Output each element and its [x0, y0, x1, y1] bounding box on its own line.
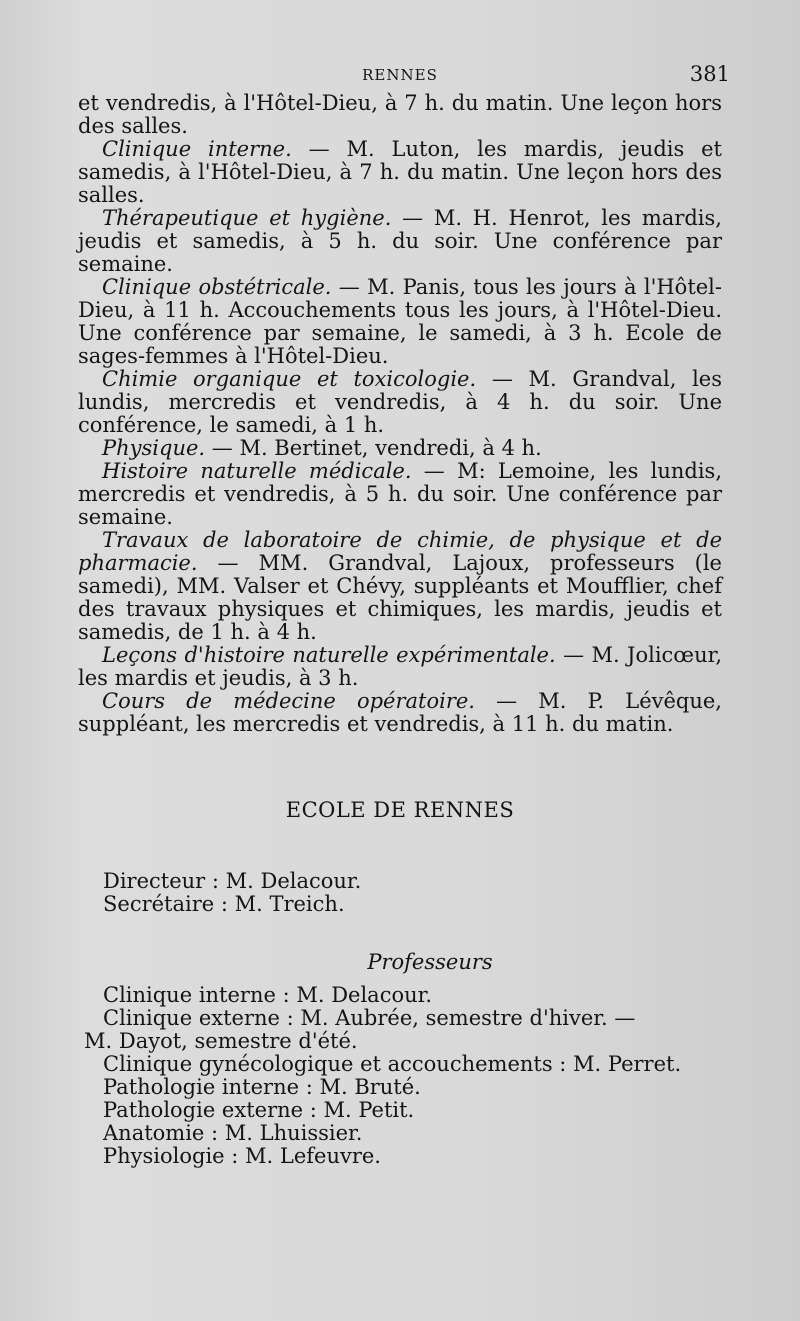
running-title: RENNES — [362, 66, 438, 84]
secretary-line: Secrétaire : M. Treich. — [103, 892, 345, 916]
course-name: Histoire naturelle médicale. — [102, 459, 412, 483]
course-name: Clinique obstétricale. — [102, 275, 332, 299]
course-paragraph — [78, 437, 722, 460]
course-details: — M. Grandval, les lundis, mercredis et vendredis, à 4 h. du soir. Une conférence, le samedi, à 1 h. — [78, 367, 722, 437]
professor-entry: Anatomie : M. Lhuissier. — [103, 1121, 363, 1145]
course-details: — M: Lemoine, les lundis, mercredis et vendredis, à 5 h. du soir. Une conférence par semaine. — [78, 459, 723, 529]
course-details: — M. Panis, tous les jours à l'Hôtel-Dieu, à 11 h. Accouchements tous les jours, à l'Hôtel-Dieu. Une conférence par semaine, le samedi, à 3 h. Ecole de sages-femmes à l'Hôtel-Dieu. — [78, 275, 722, 368]
course-name: Leçons d'histoire naturelle expérimentale. — [102, 643, 556, 667]
professor-entry-continuation: M. Dayot, semestre d'été. — [84, 1029, 358, 1053]
course-name: Clinique interne. — [102, 137, 292, 161]
course-name: Thérapeutique et hygiène. — [102, 206, 392, 230]
course-paragraph — [78, 690, 722, 736]
course-details: — MM. Grandval, Lajoux, professeurs (le samedi), MM. Valser et Chévy, suppléants et Moufflier, chef des travaux physiques et chimiques, les mardis, jeudis et samedis, de 1 h. à 4 h. — [78, 551, 722, 644]
professor-entry: Pathologie externe : M. Petit. — [103, 1098, 415, 1122]
professor-entry: Clinique interne : M. Delacour. — [103, 983, 433, 1007]
professor-entry: Clinique gynécologique et accouchements : M. Perret. — [103, 1052, 682, 1076]
course-paragraph — [78, 276, 722, 368]
course-name: Cours de médecine opératoire. — [102, 689, 475, 713]
school-title: ECOLE DE RENNES — [285, 798, 515, 822]
professors-list — [78, 984, 722, 1168]
course-details: — M. Bertinet, vendredi, à 4 h. — [205, 436, 542, 460]
director-line: Directeur : M. Delacour. — [103, 869, 362, 893]
course-paragraph — [78, 92, 722, 138]
course-details: — M. Luton, les mardis, jeudis et samedis, à l'Hôtel-Dieu, à 7 h. du matin. Une leçon hors des salles. — [78, 137, 722, 207]
running-head — [78, 62, 730, 92]
course-paragraph — [78, 644, 722, 690]
course-name: Travaux de laboratoire de chimie, de physique et de pharmacie. — [78, 528, 722, 575]
course-paragraph — [78, 529, 722, 644]
professor-entry: Physiologie : M. Lefeuvre. — [103, 1144, 381, 1168]
course-name: Chimie organique et toxicologie. — [102, 367, 477, 391]
page-number: 381 — [689, 62, 730, 86]
course-details: — M. Jolicœur, les mardis et jeudis, à 3 h. — [78, 643, 723, 690]
course-details: — M. H. Henrot, les mardis, jeudis et samedis, à 5 h. du soir. Une conférence par semaine. — [78, 206, 722, 276]
professor-entry: Clinique externe : M. Aubrée, semestre d'hiver. — — [103, 1006, 636, 1030]
course-paragraph — [78, 460, 722, 529]
professor-entry: Pathologie interne : M. Bruté. — [103, 1075, 421, 1099]
course-paragraph — [78, 138, 722, 207]
course-name: Physique. — [102, 436, 206, 460]
course-paragraph — [78, 207, 722, 276]
professors-heading: Professeurs — [367, 950, 493, 974]
course-details: et vendredis, à l'Hôtel-Dieu, à 7 h. du matin. Une leçon hors des salles. — [78, 91, 722, 138]
course-list — [78, 92, 722, 736]
course-paragraph — [78, 368, 722, 437]
administration — [78, 870, 722, 916]
course-details: — M. P. Lévêque, suppléant, les mercredis et vendredis, à 11 h. du matin. — [78, 689, 722, 736]
